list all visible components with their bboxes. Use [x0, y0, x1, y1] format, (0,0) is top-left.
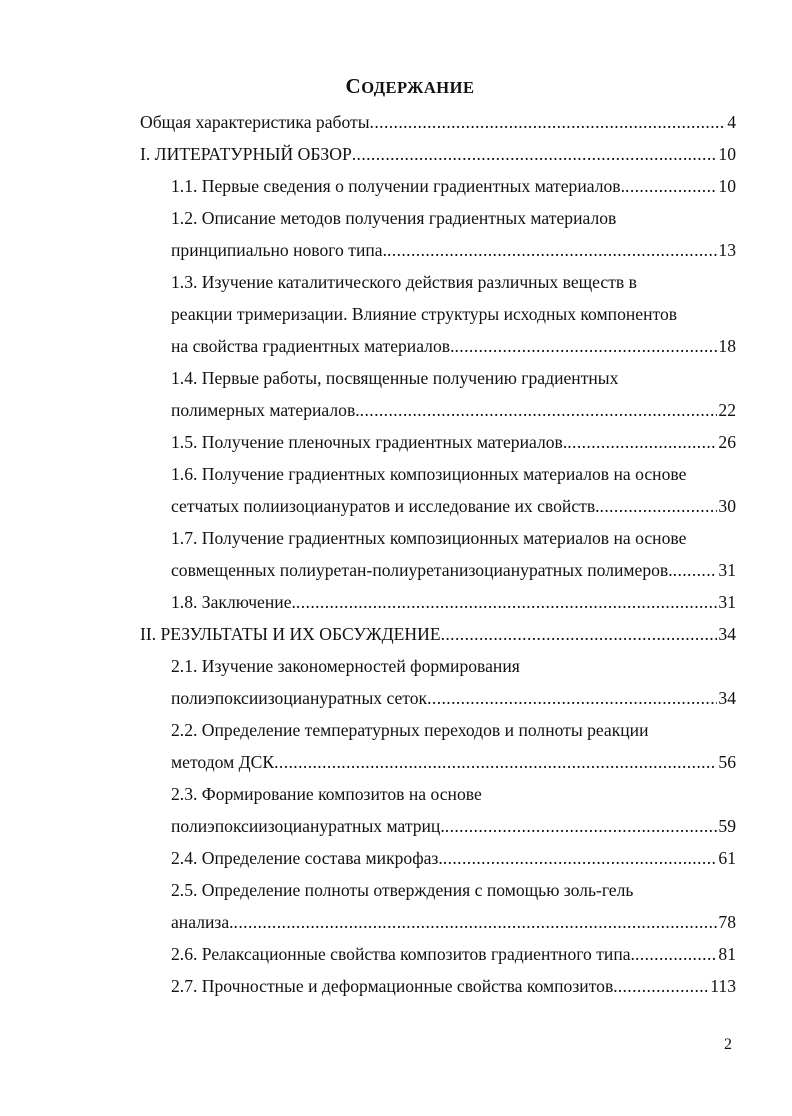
- toc-entry: [140, 108, 736, 136]
- toc-entry: [171, 428, 736, 456]
- toc-entry-line: 2.2. Определение температурных переходов и полноты реакции: [171, 720, 649, 740]
- toc-entry-line: 1.3. Изучение каталитического действия различных веществ в: [171, 272, 637, 292]
- toc-entry-text: 1.1. Первые сведения о получении градиентных материалов.: [171, 176, 626, 196]
- toc-entry-text: совмещенных полиуретан-полиуретанизоциануратных полимеров.: [171, 560, 673, 580]
- page-number: 2: [724, 1036, 732, 1053]
- toc-entry-page: 31: [718, 592, 736, 612]
- toc-entry-text: принципиально нового типа.: [171, 240, 387, 260]
- toc-entry-text: сетчатых полиизоциануратов и исследование их свойств.: [171, 496, 600, 516]
- toc-entry-line: 1.7. Получение градиентных композиционных материалов на основе: [171, 528, 687, 548]
- toc-entry: [171, 684, 736, 712]
- toc-leader-dots: [234, 908, 718, 936]
- toc-entry-text: полимерных материалов.: [171, 400, 360, 420]
- toc-entry: [171, 492, 736, 520]
- toc-entry: [171, 812, 736, 840]
- toc-leader-dots: [441, 620, 718, 648]
- toc-entry-page: 10: [718, 144, 736, 164]
- toc-entry: [171, 908, 736, 936]
- toc-entry-page: 78: [718, 912, 736, 932]
- toc-entry-page: 61: [718, 848, 736, 868]
- title-rest: ОДЕРЖАНИЕ: [361, 78, 475, 97]
- toc-entry-line: 2.5. Определение полноты отверждения с помощью золь-гель: [171, 880, 634, 900]
- toc-entry: [140, 620, 736, 648]
- toc-entry-text: 2.4. Определение состава микрофаз.: [171, 848, 443, 868]
- toc-entry-page: 56: [718, 752, 736, 772]
- toc-leader-dots: [296, 588, 717, 616]
- toc-entry: [171, 172, 736, 200]
- toc-entry-text: на свойства градиентных материалов.: [171, 336, 455, 356]
- toc-leader-dots: [352, 140, 718, 168]
- toc-entry-page: 4: [727, 112, 736, 132]
- toc-leader-dots: [618, 972, 710, 1000]
- toc-entry-line: 2.3. Формирование композитов на основе: [171, 784, 482, 804]
- toc-entry: [140, 140, 736, 168]
- toc-entry-text: анализа.: [171, 912, 234, 932]
- toc-entry-text: полиэпоксиизоциануратных матриц.: [171, 816, 445, 836]
- toc-entry: [171, 556, 736, 584]
- toc-entry-page: 31: [718, 560, 736, 580]
- toc-entry-line: 1.4. Первые работы, посвященные получению градиентных: [171, 368, 619, 388]
- toc-entry-line: 2.1. Изучение закономерностей формирования: [171, 656, 520, 676]
- toc-leader-dots: [427, 684, 717, 712]
- toc-entry-line: реакции тримеризации. Влияние структуры исходных компонентов: [171, 304, 678, 324]
- toc-entry-page: 18: [718, 336, 736, 356]
- toc-entry-page: 30: [718, 496, 736, 516]
- toc-leader-dots: [360, 396, 718, 424]
- toc-entry: [171, 396, 736, 424]
- toc-entry-page: 26: [718, 432, 736, 452]
- toc-entry-text: 1.5. Получение пленочных градиентных материалов.: [171, 432, 568, 452]
- toc-entry-text: II. РЕЗУЛЬТАТЫ И ИХ ОБСУЖДЕНИЕ: [140, 624, 441, 644]
- toc-leader-dots: [274, 748, 717, 776]
- toc-leader-dots: [625, 172, 717, 200]
- toc-entry-page: 13: [718, 240, 736, 260]
- toc-entry-page: 34: [718, 624, 736, 644]
- toc-leader-dots: [445, 812, 718, 840]
- page-title: [0, 74, 792, 99]
- toc-entry-page: 113: [710, 976, 736, 996]
- toc-entry: [171, 236, 736, 264]
- toc-entry-page: 81: [718, 944, 736, 964]
- toc-entry-text: полиэпоксиизоциануратных сеток: [171, 688, 428, 708]
- toc-entry-line: 1.2. Описание методов получения градиентных материалов: [171, 208, 617, 228]
- toc-entry: [171, 588, 736, 616]
- toc-leader-dots: [600, 492, 718, 520]
- toc-entry-text: Общая характеристика работы: [140, 112, 370, 132]
- toc-leader-dots: [387, 236, 717, 264]
- toc-leader-dots: [567, 428, 717, 456]
- toc-entry: [171, 972, 736, 1000]
- title-initial: С: [345, 74, 362, 98]
- toc-entry-page: 10: [718, 176, 736, 196]
- toc-entry-page: 22: [718, 400, 736, 420]
- toc-entry-text: 1.8. Заключение.: [171, 592, 296, 612]
- toc-entry: [171, 844, 736, 872]
- toc-leader-dots: [454, 332, 717, 360]
- toc-leader-dots: [673, 556, 718, 584]
- toc-leader-dots: [443, 844, 718, 872]
- toc-entry: [171, 940, 736, 968]
- toc-entry-line: 1.6. Получение градиентных композиционных материалов на основе: [171, 464, 687, 484]
- toc-leader-dots: [370, 108, 727, 136]
- toc-entry-text: методом ДСК: [171, 752, 275, 772]
- toc-entry-page: 59: [718, 816, 736, 836]
- toc-leader-dots: [635, 940, 717, 968]
- toc-entry-text: 2.6. Релаксационные свойства композитов градиентного типа.: [171, 944, 635, 964]
- toc-entry-page: 34: [718, 688, 736, 708]
- toc-entry: [171, 332, 736, 360]
- toc-entry: [171, 748, 736, 776]
- toc-entry-text: I. ЛИТЕРАТУРНЫЙ ОБЗОР: [140, 144, 352, 164]
- toc-entry-text: 2.7. Прочностные и деформационные свойства композитов.: [171, 976, 618, 996]
